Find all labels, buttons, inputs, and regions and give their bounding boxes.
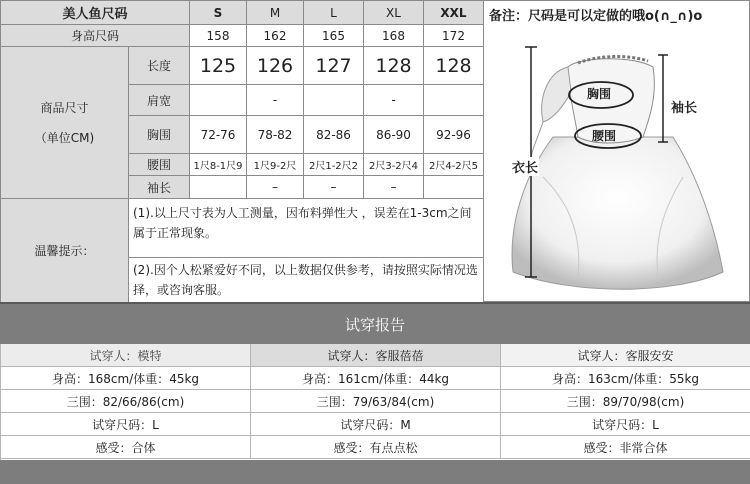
size-header: L	[304, 1, 364, 25]
sleeve-value: –	[364, 176, 424, 199]
chest-value: 92-96	[424, 116, 484, 154]
tester-feel: 感受：合体	[1, 436, 251, 459]
shoulder-value: -	[364, 85, 424, 116]
waist-value: 2尺3-2尺4	[364, 154, 424, 176]
dress-diagram	[483, 27, 748, 301]
tip-2: (2).因个人松紧爱好不同，以上数据仅供参考，请按照实际情况选择，或咨询客服。	[129, 258, 484, 303]
waist-value: 2尺4-2尺5	[424, 154, 484, 176]
height-value: 168	[364, 25, 424, 47]
product-size-unit: （单位CM)	[34, 130, 95, 145]
height-value: 162	[247, 25, 304, 47]
tester-name: 试穿人：模特	[1, 344, 251, 367]
length-value: 127	[304, 47, 364, 85]
tester-size: 试穿尺码：M	[251, 413, 501, 436]
product-size-label	[1, 47, 129, 199]
waist-value: 1尺9-2尺	[247, 154, 304, 176]
row-label-shoulder: 肩宽	[129, 85, 190, 116]
height-label: 身高尺码	[1, 25, 190, 47]
report-title: 试穿报告	[344, 315, 405, 334]
product-size-title: 商品尺寸	[40, 100, 89, 115]
row-label-length: 长度	[129, 47, 190, 85]
length-value: 128	[424, 47, 484, 85]
sleeve-value: –	[304, 176, 364, 199]
table-title: 美人鱼尺码	[1, 1, 190, 25]
length-value: 128	[364, 47, 424, 85]
shoulder-value	[304, 85, 364, 116]
row-label-sleeve: 袖长	[129, 176, 190, 199]
chest-label: 胸围	[587, 87, 612, 101]
waist-label: 腰围	[592, 129, 617, 143]
length-label: 衣长	[511, 157, 539, 176]
size-header: M	[247, 1, 304, 25]
height-value: 158	[190, 25, 247, 47]
tester-body: 身高：161cm/体重：44kg	[251, 367, 501, 390]
tester-body: 身高：168cm/体重：45kg	[1, 367, 251, 390]
sleeve-value: –	[247, 176, 304, 199]
tester-measure: 三围：82/66/86(cm)	[1, 390, 251, 413]
length-value: 125	[190, 47, 247, 85]
chest-value: 82-86	[304, 116, 364, 154]
report-table	[0, 344, 750, 460]
tip-1: (1).以上尺寸表为人工测量，因布料弹性大 ，误差在1-3cm之间属于正常现象。	[129, 199, 484, 258]
height-value: 165	[304, 25, 364, 47]
tester-measure: 三围：79/63/84(cm)	[251, 390, 501, 413]
custom-note: 备注：尺码是可以定做的哦o(∩_∩)o	[489, 9, 703, 24]
height-value: 172	[424, 25, 484, 47]
tester-size: 试穿尺码：L	[1, 413, 251, 436]
chest-value: 72-76	[190, 116, 247, 154]
length-value: 126	[247, 47, 304, 85]
sleeve-value	[424, 176, 484, 199]
tester-feel: 感受：非常合体	[501, 436, 750, 459]
size-header: S	[190, 1, 247, 25]
waist-value: 1尺8-1尺9	[190, 154, 247, 176]
tester-body: 身高：163cm/体重：55kg	[501, 367, 750, 390]
size-table	[0, 0, 483, 302]
report-title-bar	[0, 302, 750, 344]
shoulder-value	[190, 85, 247, 116]
shoulder-value	[424, 85, 484, 116]
report-footer-bar	[0, 460, 750, 484]
row-label-waist: 腰围	[129, 154, 190, 176]
size-header: XXL	[424, 1, 484, 25]
tester-size: 试穿尺码：L	[501, 413, 750, 436]
waist-value: 2尺1-2尺2	[304, 154, 364, 176]
tester-feel: 感受：有点点松	[251, 436, 501, 459]
tips-label: 温馨提示：	[1, 199, 129, 303]
tester-name: 试穿人：客服安安	[501, 344, 750, 367]
size-header: XL	[364, 1, 424, 25]
chest-value: 86-90	[364, 116, 424, 154]
shoulder-value: -	[247, 85, 304, 116]
sleeve-value	[190, 176, 247, 199]
diagram-panel	[483, 0, 750, 302]
tester-name: 试穿人：客服蓓蓓	[251, 344, 501, 367]
sleeve-label: 袖长	[671, 101, 698, 116]
row-label-chest: 胸围	[129, 116, 190, 154]
chest-value: 78-82	[247, 116, 304, 154]
tester-measure: 三围：89/70/98(cm)	[501, 390, 750, 413]
